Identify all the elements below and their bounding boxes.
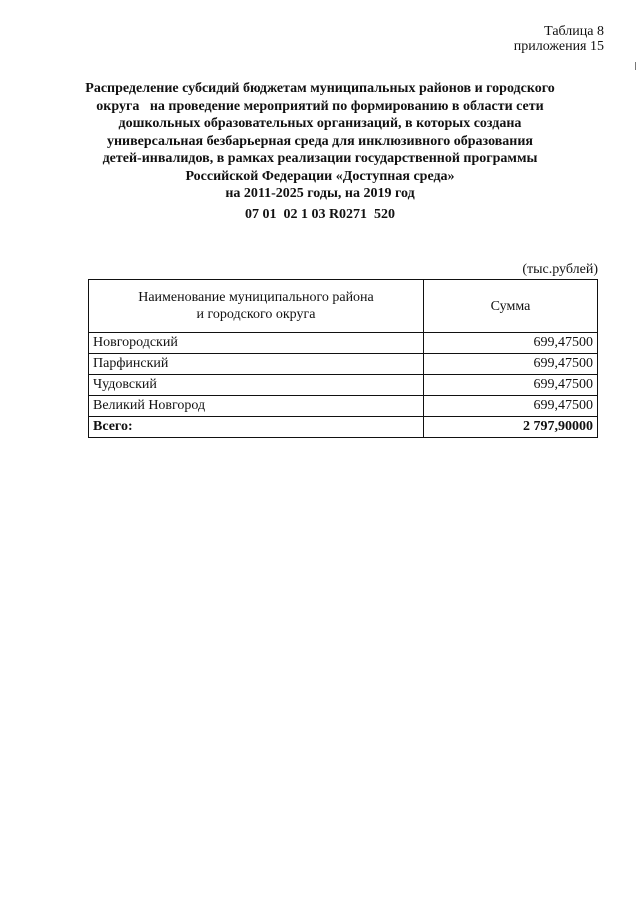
subsidy-sum: 699,47500: [424, 375, 598, 396]
title-line-1: Распределение субсидий бюджетам муниципальных районов и городского: [85, 81, 555, 96]
table-row: [89, 375, 598, 396]
municipality-name: Чудовский: [89, 375, 424, 396]
municipality-name: Новгородский: [89, 333, 424, 354]
table-row: [89, 354, 598, 375]
municipality-name: Парфинский: [89, 354, 424, 375]
table-row: [89, 333, 598, 354]
total-label: Всего:: [89, 417, 424, 438]
title-line-2: округа на проведение мероприятий по формированию в области сети: [96, 98, 544, 114]
total-sum: 2 797,90000: [424, 417, 598, 438]
municipality-name: Великий Новгород: [89, 396, 424, 417]
title-line-4: универсальная безбарьерная среда для инклюзивного образования: [106, 133, 534, 149]
document-title: [70, 80, 570, 223]
title-line-5: детей-инвалидов, в рамках реализации государственной программы: [102, 151, 538, 166]
budget-classification-code: 07 01 02 1 03 R0271 520: [244, 206, 396, 222]
table-number-note: [514, 24, 604, 54]
subsidy-sum: 699,47500: [424, 333, 598, 354]
subsidy-sum: 699,47500: [424, 354, 598, 375]
subsidy-distribution-table: [88, 279, 598, 438]
table-row: [89, 396, 598, 417]
table-total-row: [89, 417, 598, 438]
appendix-reference: приложения 15: [513, 39, 604, 54]
title-line-3: дошкольных образовательных организаций, в которых создана: [118, 116, 522, 131]
header-municipality-line-2: и городского округа: [196, 307, 316, 322]
title-line-7: на 2011-2025 годы, на 2019 год: [225, 186, 415, 201]
header-sum: Сумма: [424, 280, 598, 333]
subsidy-sum: 699,47500: [424, 396, 598, 417]
table-number: Таблица 8: [544, 24, 604, 39]
header-municipality-line-1: Наименование муниципального района: [138, 290, 374, 305]
scan-edge-mark: [635, 62, 636, 70]
header-municipality: [89, 280, 424, 333]
title-line-6: Российской Федерации «Доступная среда»: [185, 168, 455, 184]
table-header-row: [89, 280, 598, 333]
units-label: (тыс.рублей): [522, 262, 598, 277]
